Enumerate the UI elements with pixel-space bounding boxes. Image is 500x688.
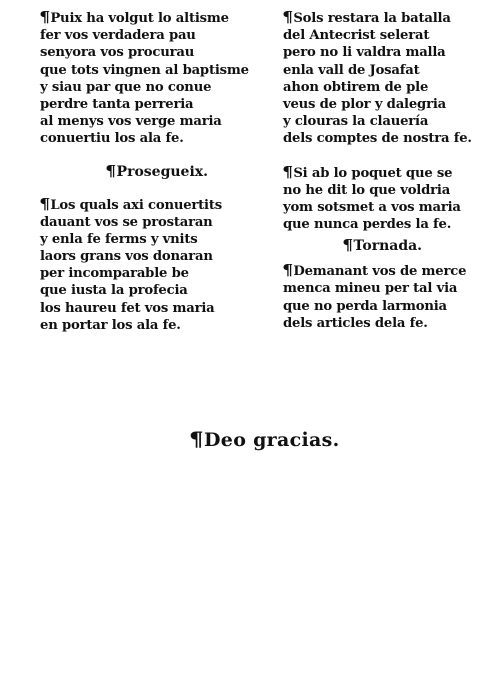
pilcrow-mark: ¶	[39, 8, 51, 26]
pilcrow-mark: ¶	[189, 427, 205, 451]
verse-text: Si ab lo poquet que se	[293, 165, 453, 181]
left-column	[39, 8, 249, 334]
stanza-puix	[39, 8, 249, 148]
verse-line: que tots vingnen al baptisme	[40, 62, 249, 78]
stanza-si-ab	[282, 162, 483, 234]
verse-line: y clouras la clauería	[283, 114, 429, 130]
stanza-demanant	[283, 263, 483, 332]
right-column	[283, 10, 483, 332]
verse-text: Sols restara la batalla	[293, 11, 451, 26]
colophon-text: Deo gracias.	[204, 429, 340, 451]
verse-line: y siau par que no conue	[40, 79, 212, 95]
verse-line	[283, 10, 483, 27]
verse-line: que nunca perdes la fe.	[283, 217, 452, 233]
stanza-los-quals	[39, 194, 240, 335]
pilcrow-mark: ¶	[282, 261, 294, 280]
verse-line: que iusta la profecia	[40, 283, 188, 299]
verse-line: per incomparable be	[40, 266, 189, 282]
colophon	[190, 428, 340, 452]
verse-line	[282, 162, 483, 182]
stanza-sols	[283, 10, 483, 148]
verse-line	[39, 194, 240, 214]
verse-line: senyora vos procurau	[40, 45, 195, 61]
verse-line	[283, 263, 483, 280]
verse-line: al menys vos verge maria	[40, 114, 222, 130]
verse-line: ahon obtirem de ple	[283, 79, 429, 95]
pilcrow-mark: ¶	[282, 162, 294, 181]
verse-text: Puix ha volgut lo altisme	[50, 11, 229, 26]
verse-line: veus de plor y dalegria	[283, 96, 446, 112]
stanza-gap	[283, 148, 483, 165]
rubric-prosegueix	[40, 163, 240, 181]
verse-line: fer vos verdadera pau	[40, 28, 196, 44]
verse-line: enla vall de Josafat	[283, 62, 420, 78]
pilcrow-mark: ¶	[105, 161, 117, 180]
verse-line: menca mineu per tal via	[283, 281, 458, 297]
verse-text: Los quals axi conuertits	[50, 197, 222, 213]
verse-line	[40, 10, 240, 27]
pilcrow-mark: ¶	[342, 236, 354, 255]
verse-line: pero no li valdra malla	[283, 45, 446, 61]
verse-line: laors grans vos donaran	[40, 249, 213, 265]
verse-line: los haureu fet vos maria	[40, 300, 215, 316]
verse-line: yom sotsmet a vos maria	[283, 199, 461, 215]
verse-line: conuertiu los ala fe.	[40, 131, 184, 147]
verse-line: dels articles dela fe.	[283, 315, 428, 331]
verse-line: y enla fe ferms y vnits	[40, 231, 198, 247]
verse-text: Demanant vos de merce	[293, 264, 467, 280]
rubric-text: Prosegueix.	[116, 163, 208, 180]
rubric-text: Tornada.	[353, 238, 423, 255]
verse-line: dauant vos se prostaran	[40, 214, 213, 230]
verse-line: en portar los ala fe.	[40, 317, 181, 333]
verse-line: que no perda larmonia	[283, 298, 447, 314]
rubric-tornada	[283, 237, 483, 255]
verse-line: dels comptes de nostra fe.	[283, 131, 472, 147]
verse-line: perdre tanta perreria	[40, 96, 194, 112]
pilcrow-mark: ¶	[39, 194, 51, 213]
verse-line: del Antecrist selerat	[283, 28, 430, 44]
pilcrow-mark: ¶	[282, 8, 294, 26]
verse-line: no he dit lo que voldria	[283, 182, 451, 198]
